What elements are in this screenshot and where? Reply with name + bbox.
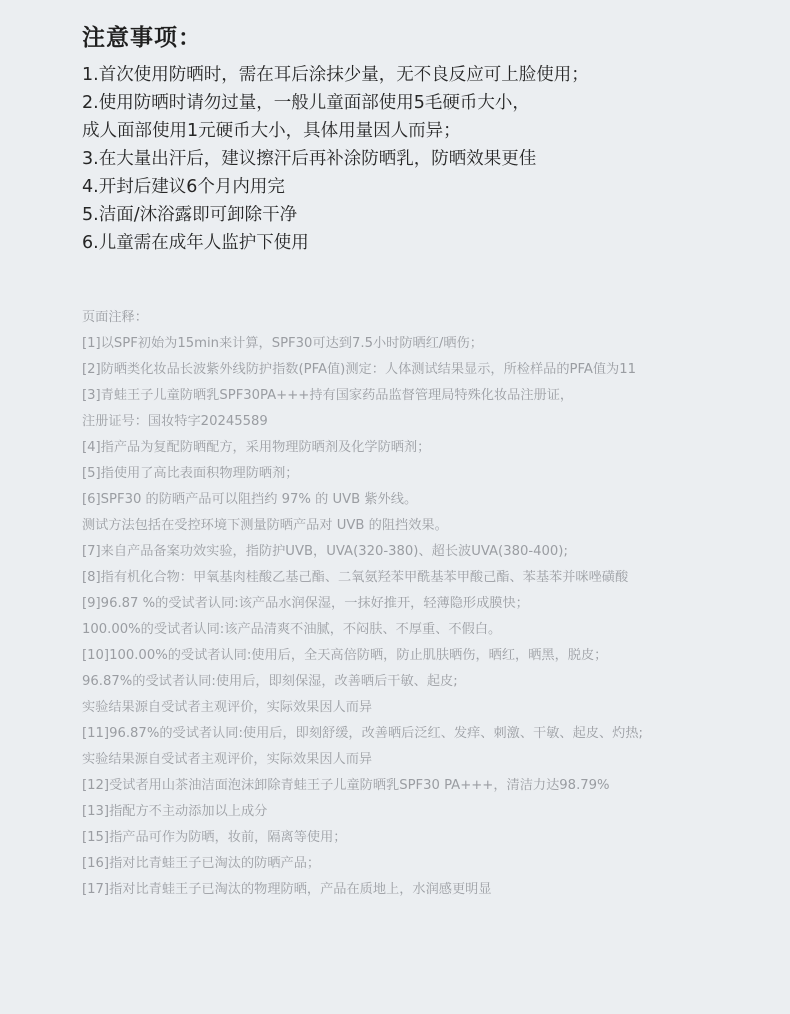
note-line: 6.儿童需在成年人监护下使用 bbox=[82, 233, 309, 253]
footnote-line: [2]防晒类化妆品长波紫外线防护指数(PFA值)测定：人体测试结果显示，所检样品的PFA值为11 bbox=[82, 362, 637, 377]
note-line: 5.洁面/沐浴露即可卸除干净 bbox=[82, 205, 298, 225]
footnote-line: [5]指使用了高比表面积物理防晒剂； bbox=[82, 466, 299, 481]
footnote-line: 96.87%的受试者认同:使用后，即刻保湿，改善晒后干敏、起皮; bbox=[82, 674, 458, 689]
footnote-line: [8]指有机化合物：甲氧基肉桂酸乙基己酯、二氧氨羟苯甲酰基苯甲酸己酯、苯基苯并咪唑磺酸 bbox=[82, 570, 629, 585]
footnote-line: 注册证号：国妆特字20245589 bbox=[82, 414, 268, 429]
footnote-line: [9]96.87 %的受试者认同:该产品水润保湿，一抹好推开，轻薄隐形成膜快； bbox=[82, 596, 529, 611]
page-footnotes bbox=[82, 305, 782, 903]
footnote-line: [16]指对比青蛙王子已淘汰的防晒产品； bbox=[82, 856, 321, 871]
note-line: 2.使用防晒时请勿过量，一般儿童面部使用5毛硬币大小， bbox=[82, 93, 530, 113]
footnote-line: [7]来自产品备案功效实验，指防护UVB，UVA(320-380)、超长波UVA(380-400); bbox=[82, 544, 568, 559]
footnote-line: [11]96.87%的受试者认同:使用后，即刻舒缓，改善晒后泛红、发痒、刺激、干敏、起皮、灼热; bbox=[82, 726, 643, 741]
usage-notes bbox=[82, 61, 772, 257]
footnote-line: [17]指对比青蛙王子已淘汰的物理防晒，产品在质地上，水润感更明显 bbox=[82, 882, 492, 897]
footnote-line: [1]以SPF初始为15min来计算，SPF30可达到7.5小时防晒红/晒伤； bbox=[82, 336, 483, 351]
footnote-line: 100.00%的受试者认同:该产品清爽不油腻，不闷肤、不厚重、不假白。 bbox=[82, 622, 502, 637]
footnote-line: 实验结果源自受试者主观评价，实际效果因人而异 bbox=[82, 700, 373, 715]
footnote-line: [3]青蛙王子儿童防晒乳SPF30PA+++持有国家药品监督管理局特殊化妆品注册证， bbox=[82, 388, 574, 403]
footnote-line: [6]SPF30 的防晒产品可以阻挡约 97% 的 UVB 紫外线。 bbox=[82, 492, 418, 507]
footnote-line: [12]受试者用山茶油洁面泡沫卸除青蛙王子儿童防晒乳SPF30 PA+++，清洁力达98.79% bbox=[82, 778, 610, 793]
footnote-line: [4]指产品为复配防晒配方，采用物理防晒剂及化学防晒剂； bbox=[82, 440, 431, 455]
footnote-line: [13]指配方不主动添加以上成分 bbox=[82, 804, 268, 819]
note-line: 成人面部使用1元硬币大小，具体用量因人而异； bbox=[82, 121, 461, 141]
footnotes-heading: 页面注释： bbox=[82, 310, 148, 325]
note-line: 4.开封后建议6个月内用完 bbox=[82, 177, 285, 197]
footnote-line: [15]指产品可作为防晒，妆前，隔离等使用； bbox=[82, 830, 347, 845]
footnote-line: 测试方法包括在受控环境下测量防晒产品对 UVB 的阻挡效果。 bbox=[82, 518, 448, 533]
note-line: 1.首次使用防晒时，需在耳后涂抹少量，无不良反应可上脸使用； bbox=[82, 65, 589, 85]
note-line: 3.在大量出汗后，建议擦汗后再补涂防晒乳，防晒效果更佳 bbox=[82, 149, 537, 169]
page-title: 注意事项： bbox=[82, 25, 202, 51]
footnote-line: [10]100.00%的受试者认同:使用后，全天高倍防晒，防止肌肤晒伤，晒红，晒黑，脱皮； bbox=[82, 648, 608, 663]
footnote-line: 实验结果源自受试者主观评价，实际效果因人而异 bbox=[82, 752, 373, 767]
